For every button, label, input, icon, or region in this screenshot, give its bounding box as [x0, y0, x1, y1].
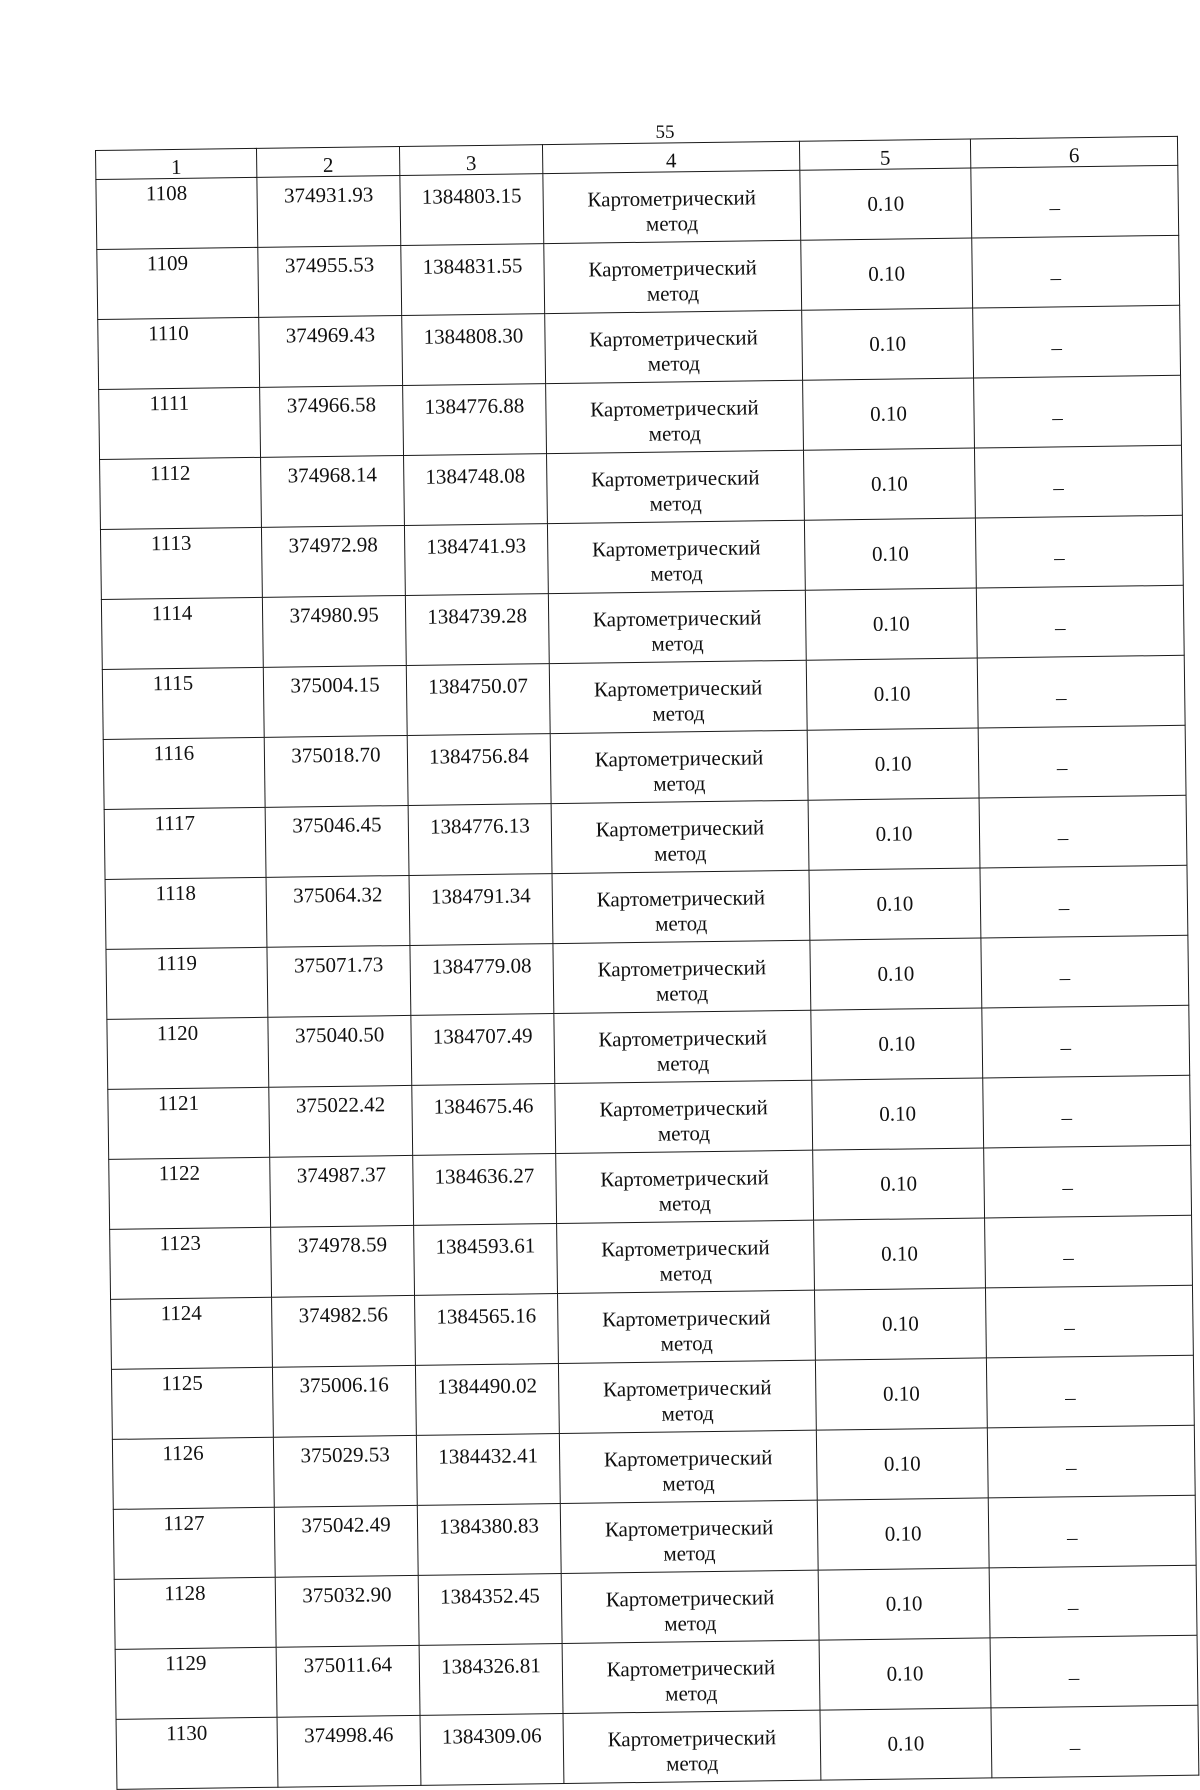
y-coordinate-cell: 1384776.13 [408, 804, 552, 876]
method-line-2: метод [662, 1471, 715, 1496]
header-cell-3: 3 [399, 145, 542, 176]
accuracy-cell: 0.10 [818, 1568, 990, 1640]
x-coordinate-cell: 374987.37 [270, 1155, 414, 1227]
note-cell: – [980, 865, 1188, 938]
method-line-1: Картометрический [603, 1445, 773, 1472]
note-cell: – [975, 515, 1183, 588]
method-line-1: Картометрический [588, 255, 757, 282]
note-cell: – [984, 1145, 1192, 1218]
accuracy-cell: 0.10 [816, 1428, 988, 1500]
x-coordinate-cell: 374968.14 [261, 455, 405, 527]
x-coordinate-cell: 375040.50 [268, 1015, 412, 1087]
method-line-2: метод [654, 911, 708, 936]
y-coordinate-cell: 1384750.07 [406, 664, 550, 736]
method-line-2: метод [647, 351, 701, 376]
method-line-1: Картометрический [599, 1095, 768, 1122]
accuracy-cell: 0.10 [809, 868, 981, 940]
x-coordinate-cell: 375006.16 [272, 1365, 416, 1437]
y-coordinate-cell: 1384739.28 [405, 594, 549, 666]
method-cell [548, 590, 806, 663]
header-cell-4: 4 [542, 141, 799, 173]
method-line-1: Картометрический [601, 1235, 770, 1262]
x-coordinate-cell: 375071.73 [267, 945, 411, 1017]
point-number-cell: 1113 [100, 527, 262, 599]
method-line-2: метод [652, 701, 705, 726]
method-line-2: метод [649, 491, 702, 516]
x-coordinate-cell: 375004.15 [263, 665, 407, 737]
method-cell [549, 660, 807, 733]
method-cell [546, 380, 804, 453]
y-coordinate-cell: 1384756.84 [407, 734, 551, 806]
method-line-1: Картометрический [601, 1305, 771, 1332]
y-coordinate-cell: 1384432.41 [416, 1434, 560, 1506]
method-line-2: метод [661, 1401, 714, 1426]
note-cell: – [981, 935, 1189, 1008]
y-coordinate-cell: 1384309.06 [420, 1714, 564, 1786]
accuracy-cell: 0.10 [814, 1218, 986, 1290]
y-coordinate-cell: 1384776.88 [403, 384, 547, 456]
method-line-2: метод [645, 211, 699, 236]
x-coordinate-cell: 374998.46 [277, 1715, 421, 1787]
y-coordinate-cell: 1384352.45 [418, 1574, 562, 1646]
accuracy-cell: 0.10 [814, 1288, 986, 1360]
method-cell [547, 520, 805, 593]
y-coordinate-cell: 1384808.30 [402, 314, 546, 386]
point-number-cell: 1130 [116, 1717, 278, 1789]
note-cell: – [973, 305, 1181, 378]
method-cell [552, 870, 810, 943]
x-coordinate-cell: 374955.53 [258, 246, 402, 318]
method-cell [558, 1290, 816, 1363]
note-cell: – [978, 725, 1186, 798]
x-coordinate-cell: 375011.64 [276, 1645, 420, 1717]
point-number-cell: 1120 [107, 1017, 269, 1089]
method-line-2: метод [653, 771, 706, 796]
header-cell-1: 1 [96, 148, 257, 179]
method-line-1: Картометрический [587, 185, 757, 212]
method-line-2: метод [656, 1051, 710, 1076]
table-row [116, 1705, 1199, 1789]
accuracy-cell: 0.10 [813, 1148, 985, 1220]
y-coordinate-cell: 1384748.08 [404, 454, 548, 526]
header-cell-6: 6 [970, 136, 1177, 168]
method-cell [561, 1570, 819, 1643]
x-coordinate-cell: 374978.59 [271, 1225, 415, 1297]
accuracy-cell: 0.10 [804, 518, 976, 590]
page-number: 55 [655, 122, 675, 143]
accuracy-cell: 0.10 [819, 1638, 991, 1710]
method-line-1: Картометрический [594, 745, 764, 772]
point-number-cell: 1126 [112, 1437, 274, 1509]
method-cell [556, 1150, 814, 1223]
point-number-cell: 1114 [101, 597, 263, 669]
method-line-1: Картометрический [606, 1655, 776, 1682]
method-line-2: метод [650, 561, 703, 586]
note-cell: – [983, 1075, 1191, 1148]
method-line-1: Картометрический [595, 815, 765, 842]
y-coordinate-cell: 1384779.08 [410, 944, 554, 1016]
method-cell [563, 1710, 821, 1783]
method-line-2: метод [648, 421, 701, 446]
method-line-1: Картометрический [591, 535, 761, 562]
method-line-1: Картометрический [590, 465, 760, 492]
accuracy-cell: 0.10 [820, 1708, 992, 1780]
method-line-2: метод [663, 1540, 716, 1566]
method-cell [559, 1430, 817, 1503]
accuracy-cell: 0.10 [802, 308, 974, 380]
y-coordinate-cell: 1384380.83 [417, 1504, 561, 1576]
method-cell [554, 1010, 812, 1083]
method-line-2: метод [651, 631, 704, 656]
method-line-1: Картометрический [604, 1515, 774, 1542]
note-cell: – [985, 1215, 1193, 1288]
coordinates-table-sheet [95, 136, 1198, 1790]
point-number-cell: 1122 [109, 1157, 271, 1229]
note-cell: – [991, 1705, 1199, 1778]
method-line-1: Картометрический [590, 395, 759, 422]
method-cell [547, 450, 805, 523]
accuracy-cell: 0.10 [800, 168, 972, 240]
note-cell: – [974, 445, 1182, 518]
note-cell: – [982, 1005, 1190, 1078]
point-number-cell: 1116 [103, 737, 265, 809]
x-coordinate-cell: 375046.45 [265, 805, 409, 877]
point-number-cell: 1108 [96, 177, 258, 249]
accuracy-cell: 0.10 [801, 238, 973, 310]
x-coordinate-cell: 374966.58 [260, 385, 404, 457]
method-line-1: Картометрический [600, 1165, 769, 1192]
method-line-2: метод [665, 1680, 718, 1706]
note-cell: – [976, 585, 1184, 658]
x-coordinate-cell: 374931.93 [257, 176, 401, 248]
method-line-2: метод [659, 1261, 712, 1286]
method-cell [557, 1220, 815, 1293]
y-coordinate-cell: 1384831.55 [401, 244, 545, 316]
method-cell [545, 310, 803, 383]
method-line-1: Картометрический [597, 955, 767, 982]
y-coordinate-cell: 1384490.02 [415, 1364, 559, 1436]
method-line-1: Картометрический [592, 605, 762, 632]
point-number-cell: 1128 [114, 1577, 276, 1649]
method-cell [550, 730, 808, 803]
point-number-cell: 1115 [102, 667, 264, 739]
note-cell: – [972, 235, 1180, 308]
method-line-2: метод [658, 1191, 712, 1216]
x-coordinate-cell: 375042.49 [274, 1505, 418, 1577]
x-coordinate-cell: 374969.43 [259, 315, 403, 387]
method-line-2: метод [660, 1331, 713, 1356]
accuracy-cell: 0.10 [805, 588, 977, 660]
method-line-2: метод [664, 1610, 717, 1636]
y-coordinate-cell: 1384741.93 [404, 524, 548, 596]
x-coordinate-cell: 374982.56 [272, 1295, 416, 1367]
method-cell [543, 170, 801, 243]
x-coordinate-cell: 374972.98 [261, 525, 405, 597]
x-coordinate-cell: 375018.70 [264, 735, 408, 807]
method-cell [558, 1360, 816, 1433]
point-number-cell: 1121 [108, 1087, 270, 1159]
method-line-1: Картометрический [593, 675, 763, 702]
y-coordinate-cell: 1384791.34 [409, 874, 553, 946]
accuracy-cell: 0.10 [811, 1008, 983, 1080]
coordinates-table [95, 136, 1199, 1790]
point-number-cell: 1125 [111, 1367, 273, 1439]
accuracy-cell: 0.10 [806, 658, 978, 730]
method-line-1: Картометрический [589, 325, 758, 352]
method-cell [562, 1640, 820, 1713]
accuracy-cell: 0.10 [807, 728, 979, 800]
point-number-cell: 1109 [97, 247, 259, 319]
x-coordinate-cell: 375029.53 [273, 1435, 417, 1507]
note-cell: – [979, 795, 1187, 868]
method-cell [544, 240, 802, 313]
point-number-cell: 1119 [106, 947, 268, 1019]
point-number-cell: 1118 [105, 877, 267, 949]
y-coordinate-cell: 1384675.46 [412, 1084, 556, 1156]
method-cell [553, 940, 811, 1013]
note-cell: – [977, 655, 1185, 728]
y-coordinate-cell: 1384803.15 [400, 174, 544, 246]
x-coordinate-cell: 375032.90 [275, 1575, 419, 1647]
point-number-cell: 1112 [100, 457, 262, 529]
table-body [96, 165, 1199, 1789]
point-number-cell: 1111 [99, 387, 261, 459]
accuracy-cell: 0.10 [803, 448, 975, 520]
note-cell: – [986, 1355, 1194, 1428]
x-coordinate-cell: 375064.32 [266, 875, 410, 947]
note-cell: – [985, 1285, 1193, 1358]
note-cell: – [989, 1565, 1197, 1638]
accuracy-cell: 0.10 [812, 1078, 984, 1150]
point-number-cell: 1129 [115, 1647, 277, 1719]
y-coordinate-cell: 1384565.16 [415, 1294, 559, 1366]
point-number-cell: 1124 [111, 1297, 273, 1369]
method-cell [551, 800, 809, 873]
method-line-2: метод [655, 981, 709, 1006]
note-cell: – [990, 1635, 1198, 1708]
y-coordinate-cell: 1384326.81 [419, 1644, 563, 1716]
x-coordinate-cell: 374980.95 [262, 595, 406, 667]
method-cell [555, 1080, 813, 1153]
accuracy-cell: 0.10 [808, 798, 980, 870]
note-cell: – [987, 1425, 1195, 1498]
x-coordinate-cell: 375022.42 [269, 1085, 413, 1157]
point-number-cell: 1117 [104, 807, 266, 879]
y-coordinate-cell: 1384636.27 [413, 1154, 557, 1226]
method-cell [560, 1500, 818, 1573]
note-cell: – [988, 1495, 1196, 1568]
accuracy-cell: 0.10 [815, 1358, 987, 1430]
method-line-2: метод [665, 1750, 719, 1776]
point-number-cell: 1123 [110, 1227, 272, 1299]
method-line-1: Картометрический [596, 885, 766, 912]
header-cell-2: 2 [256, 147, 399, 178]
point-number-cell: 1127 [113, 1507, 275, 1579]
point-number-cell: 1110 [98, 317, 260, 389]
accuracy-cell: 0.10 [803, 378, 975, 450]
method-line-2: метод [654, 841, 707, 866]
accuracy-cell: 0.10 [817, 1498, 989, 1570]
header-cell-5: 5 [799, 139, 970, 170]
method-line-1: Картометрический [602, 1375, 772, 1402]
method-line-2: метод [646, 281, 700, 306]
method-line-2: метод [657, 1121, 711, 1146]
method-line-1: Картометрический [607, 1725, 777, 1752]
note-cell: – [971, 165, 1179, 238]
accuracy-cell: 0.10 [810, 938, 982, 1010]
method-line-1: Картометрический [598, 1025, 768, 1052]
y-coordinate-cell: 1384593.61 [414, 1224, 558, 1296]
method-line-1: Картометрический [605, 1585, 775, 1612]
note-cell: – [974, 375, 1182, 448]
y-coordinate-cell: 1384707.49 [411, 1014, 555, 1086]
